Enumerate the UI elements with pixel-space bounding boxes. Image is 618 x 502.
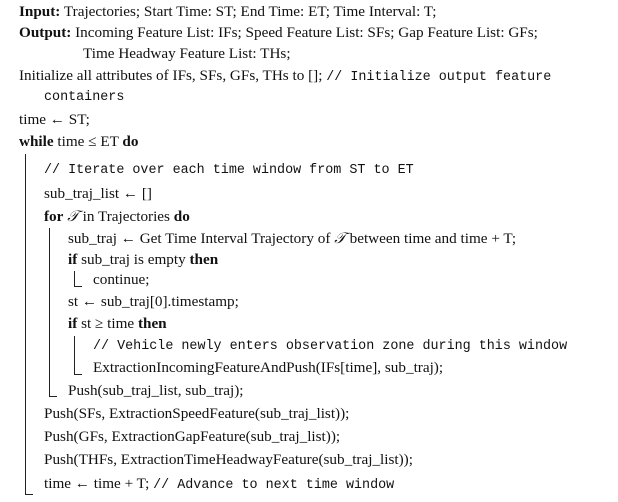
continue-line: continue; [93,271,150,288]
init-comment: // Initialize output feature [326,70,552,85]
init-line [19,66,551,88]
while-keyword: while [19,133,54,150]
sub-traj-post: between time and time + T; [349,230,517,247]
sub-list-init-line: sub_traj_list ← [] [44,185,152,202]
sub-traj-variable: 𝒯 [334,229,346,247]
push-gfs-line: Push(GFs, ExtractionGapFeature(sub_traj_list)); [44,428,341,445]
while-condition: time ≤ ET [57,133,119,150]
sub-traj-pre: sub_traj ← Get Time Interval Trajectory of [68,230,331,247]
if-st-block-rule [74,336,75,375]
if-st-block-end [74,374,82,375]
output-continuation [83,44,291,64]
while-block-end [25,494,33,495]
extract-incoming-line: ExtractionIncomingFeatureAndPush(IFs[time], sub_traj); [93,359,444,376]
time-advance-text: time ← time + T; [44,475,150,492]
if-st-keyword: if [68,315,78,332]
init-comment-continuation: containers [44,90,125,105]
time-advance-line [44,474,394,496]
while-do-keyword: do [122,133,139,150]
time-advance-comment: // Advance to next time window [153,478,395,493]
for-line [44,206,190,227]
if-st-line [68,314,167,334]
iterate-comment: // Iterate over each time window from ST to ET [44,163,414,178]
vehicle-comment: // Vehicle newly enters observation zone during this window [93,339,568,354]
output-label: Output: [19,24,72,41]
for-keyword: for [44,208,64,225]
for-block-rule [49,228,50,397]
if-empty-keyword: if [68,251,78,268]
sub-traj-line [68,228,516,249]
if-empty-line [68,250,218,270]
push-thfs-line: Push(THFs, ExtractionTimeHeadwayFeature(sub_traj_list)); [44,451,413,468]
if-st-condition: st ≥ time [81,315,135,332]
input-label: Input: [19,3,61,20]
output-line [19,23,538,43]
for-iterable: in Trajectories [82,208,170,225]
if-empty-block-end [74,286,82,287]
st-assign-line: st ← sub_traj[0].timestamp; [68,293,239,310]
for-block-end [49,396,57,397]
push-sub-traj-line: Push(sub_traj_list, sub_traj); [68,382,244,399]
if-empty-block-rule [74,271,75,287]
output-text-line2: Time Headway Feature List: THs; [83,45,291,62]
if-st-then-keyword: then [137,315,167,332]
while-block-rule [25,154,26,495]
time-assign-line: time ← ST; [19,111,90,128]
while-line [19,132,138,152]
for-do-keyword: do [173,208,190,225]
if-empty-then-keyword: then [189,251,219,268]
if-empty-condition: sub_traj is empty [81,251,186,268]
input-text: Trajectories; Start Time: ST; End Time: ET; Time Interval: T; [63,3,437,20]
output-text-line1: Incoming Feature List: IFs; Speed Feature List: SFs; Gap Feature List: GFs; [75,24,538,41]
push-sfs-line: Push(SFs, ExtractionSpeedFeature(sub_traj_list)); [44,405,350,422]
trajectory-variable: 𝒯 [67,207,79,225]
input-line [19,2,436,22]
init-text: Initialize all attributes of IFs, SFs, GFs, THs to []; [19,67,323,84]
